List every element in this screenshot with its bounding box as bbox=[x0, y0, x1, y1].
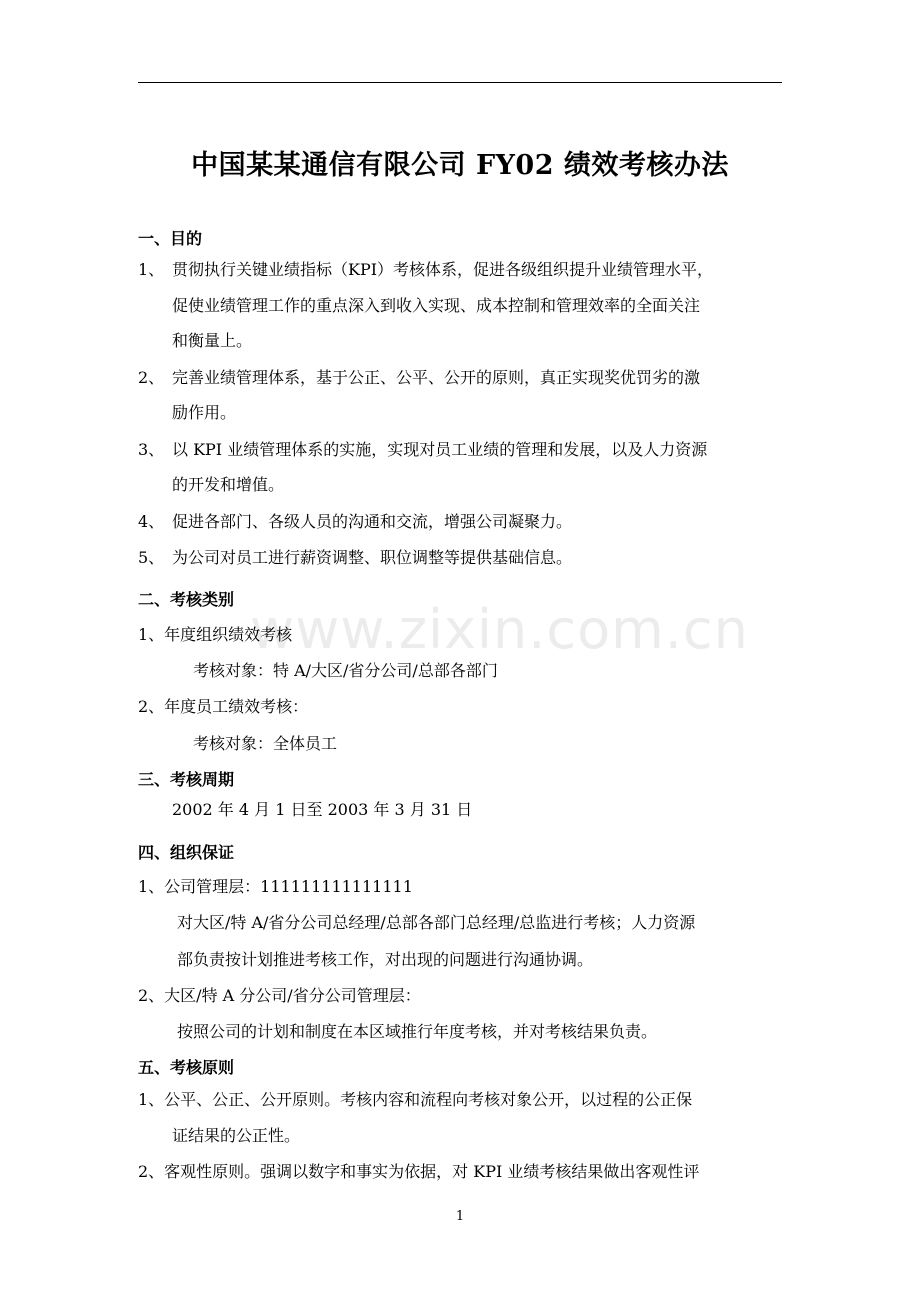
period-text: 2002 年 4 月 1 日至 2003 年 3 月 31 日 bbox=[172, 800, 473, 819]
list-item-number: 5、 bbox=[138, 548, 165, 567]
list-item-text: 完善业绩管理体系，基于公正、公平、公开的原则，真正实现奖优罚劣的激 bbox=[172, 368, 701, 387]
principle-text: 1、公平、公正、公开原则。考核内容和流程向考核对象公开，以过程的公正保 bbox=[138, 1090, 693, 1109]
principle-text: 2、客观性原则。强调以数字和事实为依据，对 KPI 业绩考核结果做出客观性评 bbox=[138, 1162, 700, 1181]
list-item-text: 以 KPI 业绩管理体系的实施，实现对员工业绩的管理和发展，以及人力资源 bbox=[172, 440, 708, 459]
category-target: 考核对象：特 A/大区/省分公司/总部各部门 bbox=[193, 661, 498, 680]
organization-text: 对大区/特 A/省分公司总经理/总部各部门总经理/总监进行考核；人力资源 bbox=[177, 913, 696, 932]
section-heading-period: 三、考核周期 bbox=[138, 770, 235, 789]
list-item-number: 1、 bbox=[138, 260, 165, 279]
category-target: 考核对象：全体员工 bbox=[193, 734, 338, 753]
principle-text: 证结果的公正性。 bbox=[172, 1126, 301, 1145]
list-item-number: 3、 bbox=[138, 440, 165, 459]
section-heading-principles: 五、考核原则 bbox=[138, 1058, 235, 1077]
list-item-text: 促进各部门、各级人员的沟通和交流，增强公司凝聚力。 bbox=[172, 512, 573, 531]
document-title: 中国某某通信有限公司 FY02 绩效考核办法 bbox=[191, 150, 729, 181]
section-heading-organization: 四、组织保证 bbox=[138, 843, 235, 862]
organization-text: 按照公司的计划和制度在本区域推行年度考核，并对考核结果负责。 bbox=[177, 1022, 658, 1041]
organization-text: 部负责按计划推进考核工作，对出现的问题进行沟通协调。 bbox=[177, 950, 594, 969]
list-item-number: 4、 bbox=[138, 512, 165, 531]
section-heading-categories: 二、考核类别 bbox=[138, 590, 235, 609]
header-rule bbox=[138, 82, 782, 83]
list-item-text: 的开发和增值。 bbox=[172, 475, 285, 494]
category-item: 2、年度员工绩效考核： bbox=[138, 697, 309, 716]
section-heading-purpose: 一、目的 bbox=[138, 229, 203, 248]
list-item-text: 励作用。 bbox=[172, 403, 237, 422]
watermark-text: www.zixin.com.cn bbox=[250, 598, 749, 661]
list-item-number: 2、 bbox=[138, 368, 165, 387]
page-number: 1 bbox=[455, 1209, 465, 1224]
organization-item: 1、公司管理层：111111111111111 bbox=[138, 877, 413, 896]
list-item-text: 贯彻执行关键业绩指标（KPI）考核体系，促进各级组织提升业绩管理水平， bbox=[172, 260, 714, 279]
list-item-text: 促使业绩管理工作的重点深入到收入实现、成本控制和管理效率的全面关注 bbox=[172, 296, 701, 315]
list-item-text: 为公司对员工进行薪资调整、职位调整等提供基础信息。 bbox=[172, 548, 573, 567]
list-item-text: 和衡量上。 bbox=[172, 331, 253, 350]
organization-item: 2、大区/特 A 分公司/省分公司管理层： bbox=[138, 986, 421, 1005]
category-item: 1、年度组织绩效考核 bbox=[138, 625, 293, 644]
